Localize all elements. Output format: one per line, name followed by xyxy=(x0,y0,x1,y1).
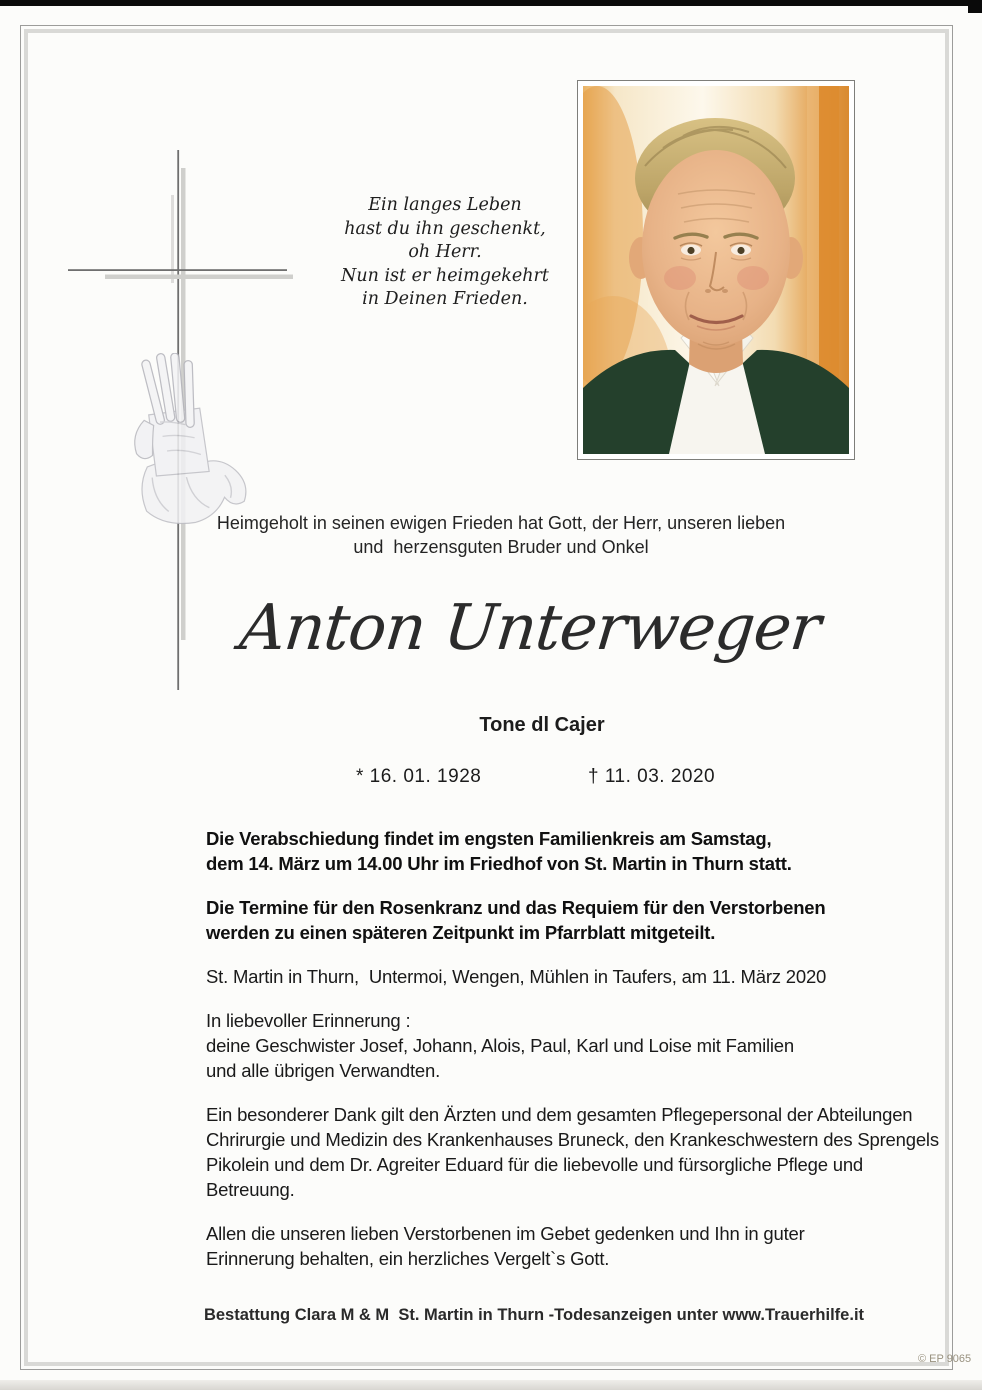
death-date: † 11. 03. 2020 xyxy=(588,766,716,787)
intro-line: und herzensguten Bruder und Onkel xyxy=(353,537,649,557)
paragraph-line: Erinnerung behalten, ein herzliches Vergelt`s Gott. xyxy=(206,1248,610,1269)
poem-line: hast du ihn geschenkt, xyxy=(344,218,546,239)
paragraph-line: Pikolein und dem Dr. Agreiter Eduard für die liebevolle und fürsorgliche Pflege und xyxy=(206,1154,863,1175)
memorial-poem xyxy=(295,194,595,312)
paragraph-line: und alle übrigen Verwandten. xyxy=(206,1060,441,1081)
paragraph-line: Die Termine für den Rosenkranz und das Requiem für den Verstorbenen xyxy=(206,897,826,918)
paragraph-line: In liebevoller Erinnerung : xyxy=(206,1010,411,1031)
scan-top-edge xyxy=(0,0,982,6)
poem-line: Nun ist er heimgekehrt xyxy=(341,265,549,286)
paragraph-line: Betreuung. xyxy=(206,1179,295,1200)
birth-date: * 16. 01. 1928 xyxy=(356,766,482,787)
paragraph-line: dem 14. März um 14.00 Uhr im Friedhof von St. Martin in Thurn statt. xyxy=(206,853,792,874)
print-code: © EP 9065 xyxy=(918,1353,972,1365)
announcement-paragraph xyxy=(206,1221,896,1271)
announcement-paragraph xyxy=(206,1102,939,1202)
poem-line: oh Herr. xyxy=(408,242,482,262)
announcement-paragraph xyxy=(206,964,896,989)
paragraph-line: Chrirurgie und Medizin des Krankenhauses Bruneck, den Krankeschwestern des Sprengels xyxy=(206,1129,939,1150)
announcement-paragraph xyxy=(206,1008,896,1083)
paragraph-line: Allen die unseren lieben Verstorbenen im Gebet gedenken und Ihn in guter xyxy=(206,1223,805,1244)
intro-line: Heimgeholt in seinen ewigen Frieden hat Gott, der Herr, unseren lieben xyxy=(216,513,786,533)
deceased-name: Anton Unterweger xyxy=(236,591,824,664)
paragraph-line: St. Martin in Thurn, Untermoi, Wengen, Mühlen in Taufers, am 11. März 2020 xyxy=(206,966,827,987)
praying-hands-icon xyxy=(112,353,262,535)
paragraph-line: werden zu einen späteren Zeitpunkt im Pfarrblatt mitgeteilt. xyxy=(206,922,716,943)
scan-bottom-edge xyxy=(0,1380,982,1390)
scan-top-notch xyxy=(968,0,982,13)
funeral-home-footer: Bestattung Clara M & M St. Martin in Thurn -Todesanzeigen unter www.Trauerhilfe.it xyxy=(203,1306,865,1324)
paragraph-line: Die Verabschiedung findet im engsten Familienkreis am Samstag, xyxy=(206,828,772,849)
poem-line: Ein langes Leben xyxy=(368,195,522,215)
portrait-photo xyxy=(577,80,855,460)
paragraph-line: Ein besonderer Dank gilt den Ärzten und dem gesamten Pflegepersonal der Abteilungen xyxy=(206,1104,913,1125)
announcement-paragraph xyxy=(206,826,896,876)
announcement-paragraph xyxy=(206,895,896,945)
announcement-text xyxy=(206,826,939,1290)
deceased-nickname: Tone dl Cajer xyxy=(479,714,605,736)
intro-text xyxy=(101,511,901,559)
paragraph-line: deine Geschwister Josef, Johann, Alois, Paul, Karl und Loise mit Familien xyxy=(206,1035,794,1056)
poem-line: in Deinen Frieden. xyxy=(362,289,528,309)
